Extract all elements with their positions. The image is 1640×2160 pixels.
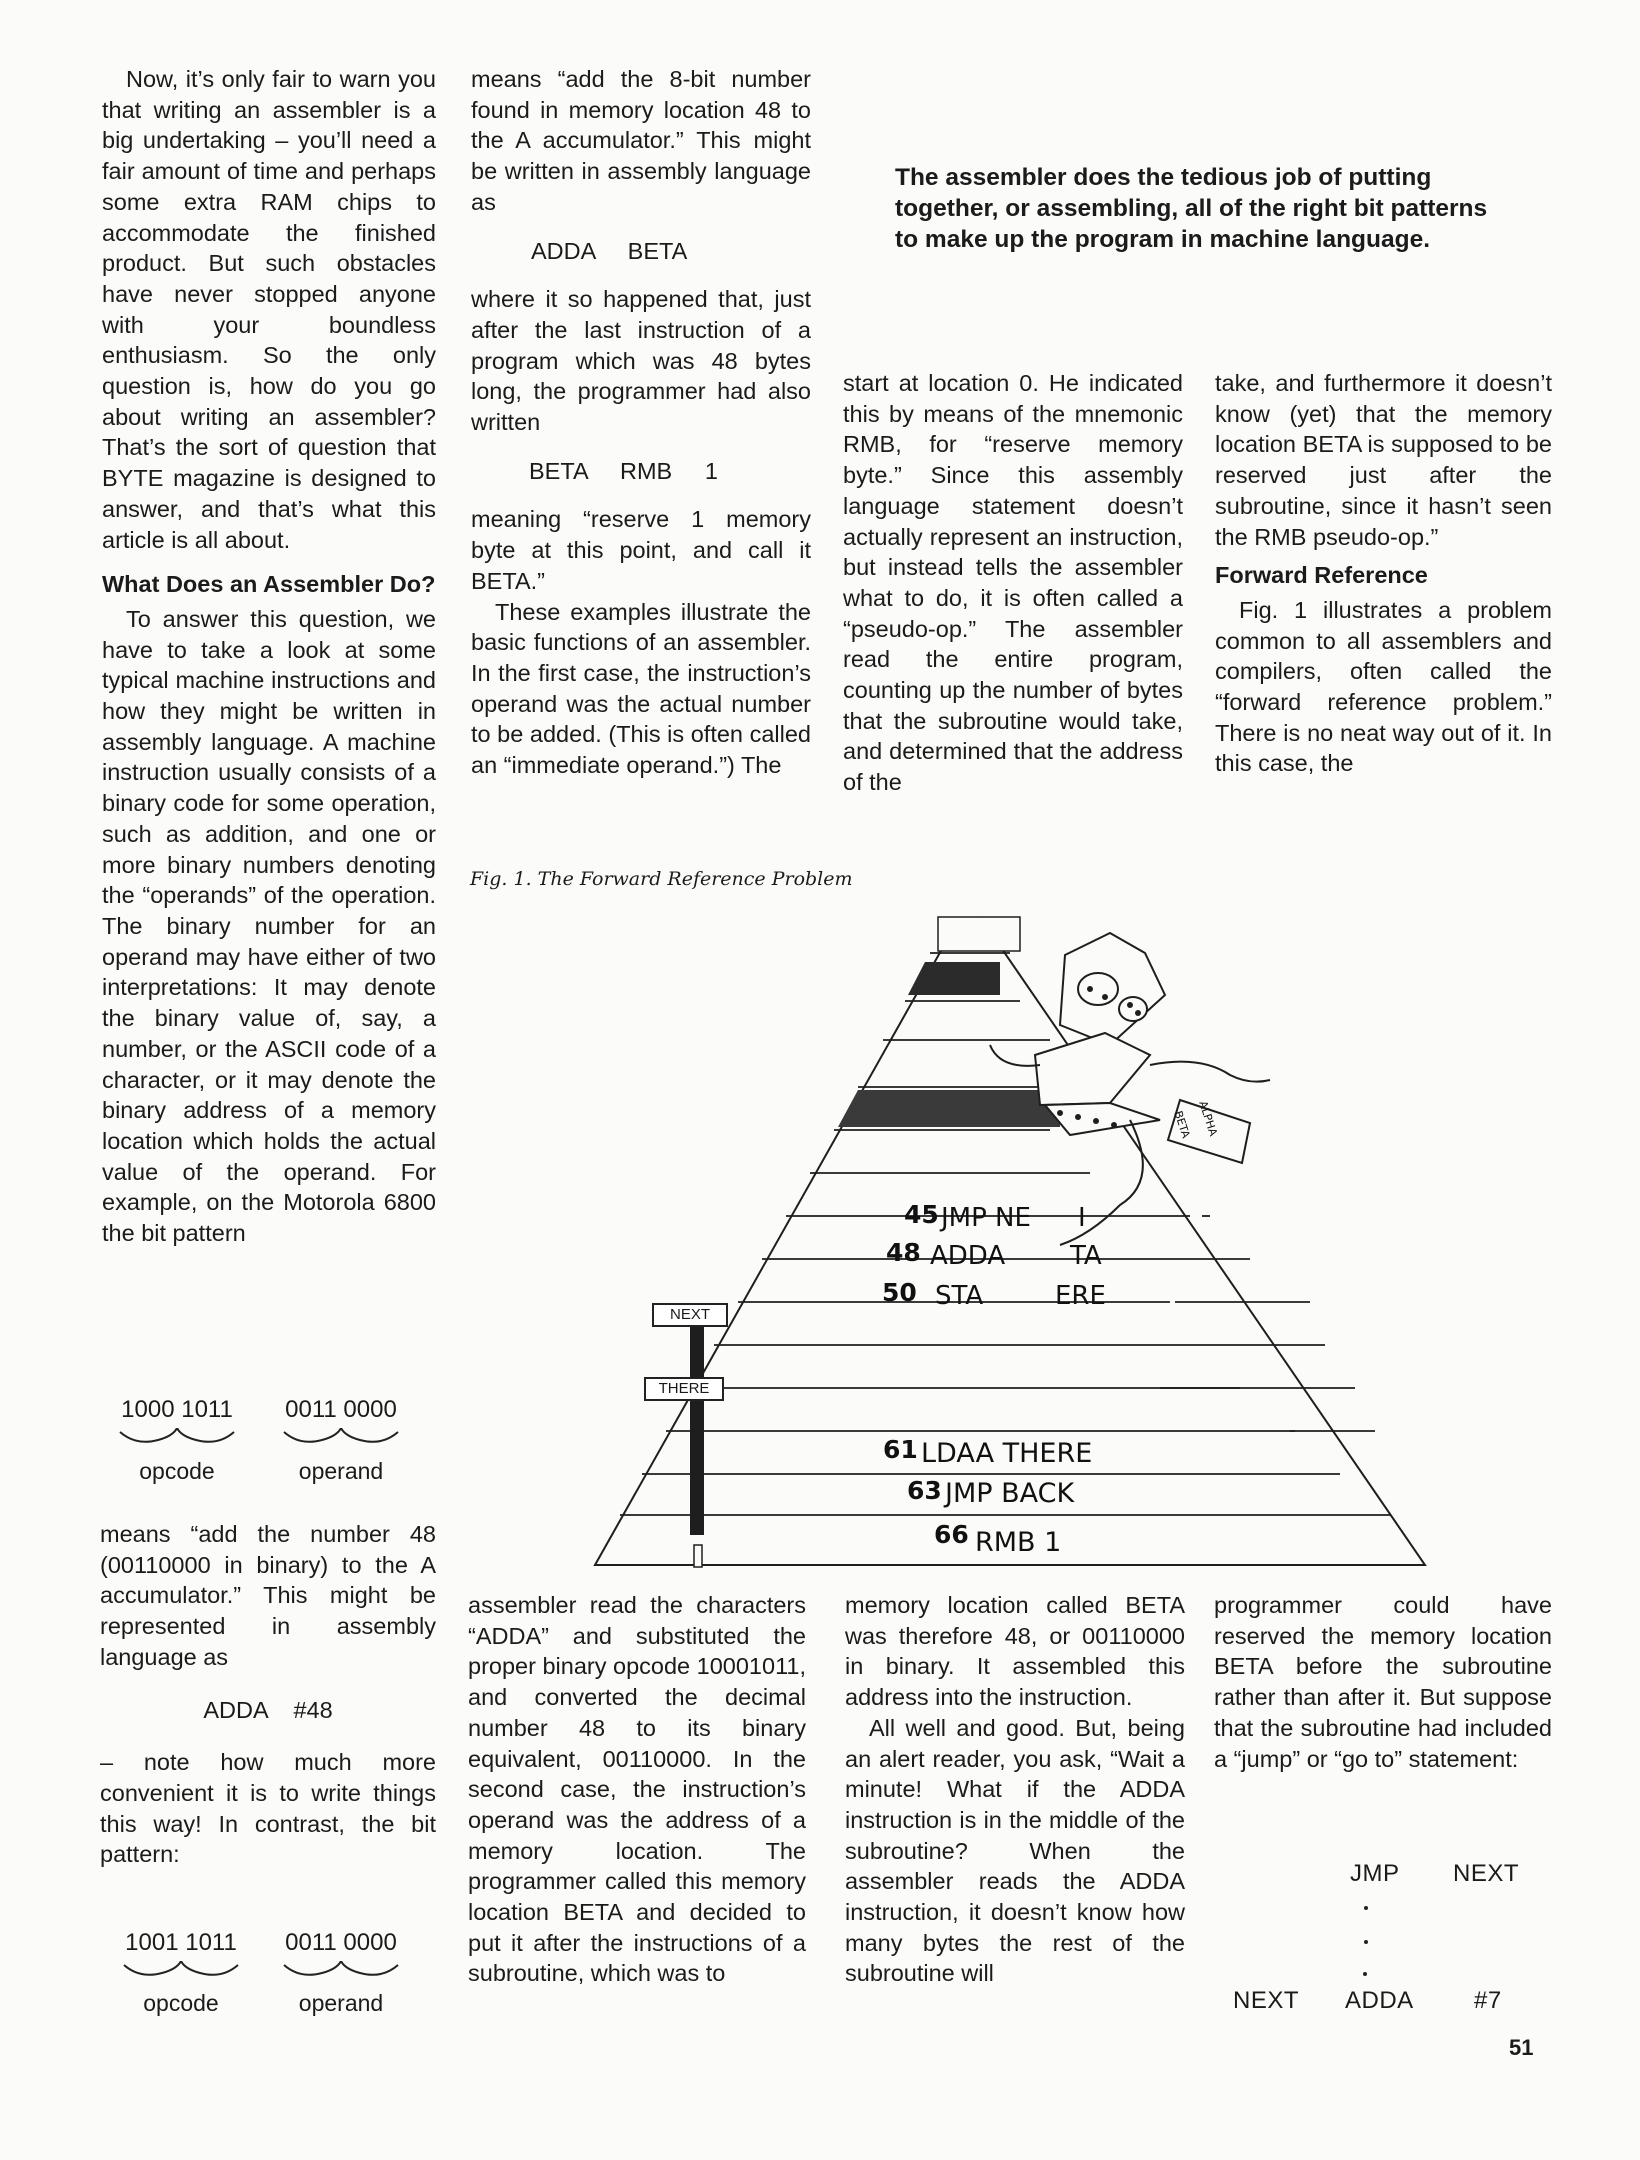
column-1-top xyxy=(102,64,436,1249)
tape-label-beta: BETA xyxy=(1171,1109,1193,1140)
code-beta-rmb: BETA RMB 1 xyxy=(529,457,718,484)
jump-paragraph: programmer could have reserved the memory location BETA before the subroutine rather than after it. But suppose that the subroutine had included a “jump” or “go to” statement: xyxy=(1214,1592,1552,1772)
bit-pattern-2-operand-label: operand xyxy=(298,1990,384,2016)
row-48-number: 48 xyxy=(886,1238,921,1267)
column-2-top xyxy=(471,64,811,781)
rmb-paragraph: start at location 0. He indicated this by means of the mnemonic RMB, for “reserve memory byte.” Since this assembly language statement doesn’t actually represent an instruction, but instead tells the assembler what to do, it is often called a “pseudo-op.” The assembler read the entire program, counting up the number of bytes that the subroutine would take, and determined that the address of the xyxy=(843,370,1183,796)
page-number: 51 xyxy=(1509,2035,1534,2060)
code-jmp: JMP xyxy=(1350,1860,1400,1887)
reserve-paragraph: meaning “reserve 1 memory byte at this point, and call it BETA.” xyxy=(471,506,811,594)
there-sign: THERE xyxy=(644,1377,724,1401)
examples-paragraph: These examples illustrate the basic functions of an assembler. In the first case, the instruction’s operand was the actual number to be added. (This is often called an “immediate operand.”) The xyxy=(471,598,811,779)
figure-caption: Fig. 1. The Forward Reference Problem xyxy=(470,868,853,890)
row-61-number: 61 xyxy=(883,1435,918,1464)
bit-pattern-1-opcode-label: opcode xyxy=(139,1458,215,1484)
row-66-instruction: RMB 1 xyxy=(975,1527,1062,1558)
ellipsis-dot-3 xyxy=(1363,1972,1367,1976)
section-heading-forward: Forward Reference xyxy=(1215,562,1428,589)
column-4-bottom xyxy=(1214,1590,1552,1774)
ellipsis-dot-2 xyxy=(1364,1940,1368,1944)
bit-pattern-2-opcode: 1001 1011 xyxy=(125,1929,237,1956)
beta-address-paragraph: memory location called BETA was therefore 48, or 00110000 in binary. It assembled this address into the instruction. xyxy=(845,1592,1185,1711)
row-48-fragment: TA xyxy=(1070,1241,1102,1271)
bit-pattern-2-operand: 0011 0000 xyxy=(285,1929,397,1956)
beta-paragraph: where it so happened that, just after the last instruction of a program which was 48 bytes long, the programmer had also written xyxy=(471,286,811,436)
brace-2-opcode xyxy=(122,1961,240,1983)
row-50-number: 50 xyxy=(882,1278,917,1307)
row-61-instruction: LDAA THERE xyxy=(921,1438,1093,1469)
brace-2-operand xyxy=(282,1961,400,1983)
code-jmp-arg: NEXT xyxy=(1453,1860,1520,1887)
immediate-paragraph: means “add the number 48 (00110000 in binary) to the A accumulator.” This might be represented in assembly language as xyxy=(100,1521,436,1670)
forward-reference-figure xyxy=(590,905,1435,1570)
code-adda: ADDA xyxy=(1345,1987,1414,2014)
bit-pattern-1-operand-label: operand xyxy=(298,1458,384,1484)
contrast-paragraph: – note how much more convenient it is to write things this way! In contrast, the bit pattern: xyxy=(100,1749,436,1868)
bit-pattern-1-operand: 0011 0000 xyxy=(285,1396,397,1423)
memory-paragraph: means “add the 8-bit number found in memory location 48 to the A accumulator.” This might be written in assembly language as xyxy=(471,66,811,215)
row-66-number: 66 xyxy=(934,1520,969,1549)
row-45-instruction: JMP NE xyxy=(941,1203,1031,1233)
row-45-fragment: I xyxy=(1078,1203,1086,1233)
forward-paragraph: take, and furthermore it doesn’t know (yet) that the memory location BETA is supposed to be reserved just after the subroutine, since it hasn’t seen the RMB pseudo-op.” xyxy=(1215,370,1552,550)
next-sign: NEXT xyxy=(652,1303,728,1327)
column-4-top xyxy=(1215,368,1552,779)
column-2-bottom xyxy=(468,1590,806,1989)
code-adda-beta: ADDA BETA xyxy=(531,237,688,264)
bit-pattern-1-opcode: 1000 1011 xyxy=(121,1396,233,1423)
fig-paragraph: Fig. 1 illustrates a problem common to all assemblers and compilers, often called the “forward reference problem.” There is no neat way out of it. In this case, the xyxy=(1215,596,1552,777)
ellipsis-dot-1 xyxy=(1364,1906,1368,1910)
bit-pattern-2-opcode-label: opcode xyxy=(143,1990,219,2016)
column-3-top xyxy=(843,368,1183,798)
code-adda-arg: #7 xyxy=(1474,1987,1502,2014)
row-50-instruction: STA xyxy=(935,1281,984,1311)
row-50-fragment: ERE xyxy=(1055,1281,1106,1311)
section-heading-assembler: What Does an Assembler Do? xyxy=(102,571,436,598)
brace-1-operand xyxy=(282,1428,400,1450)
column-3-bottom xyxy=(845,1590,1185,1989)
code-next-label: NEXT xyxy=(1233,1987,1300,2014)
pull-quote: The assembler does the tedious job of putting together, or assembling, all of the right bit patterns to make up the program in machine language. xyxy=(895,164,1488,253)
intro-paragraph: Now, it’s only fair to warn you that writing an assembler is a big undertaking – you’ll need a fair amount of time and perhaps some extra RAM chips to accommodate the finished product. But such obstacles have never stopped anyone with your boundless enthusiasm. So the only question is, how do you go about writing an assembler? That’s the sort of question that BYTE magazine is designed to answer, and that’s what this article is all about. xyxy=(102,66,436,553)
row-48-instruction: ADDA xyxy=(930,1241,1006,1271)
row-45-number: 45 xyxy=(904,1200,939,1229)
alert-reader-paragraph: All well and good. But, being an alert reader, you ask, “Wait a minute! What if the ADDA instruction is in the middle of the subroutine? When the assembler reads the ADDA instruction, it doesn’t know how many bytes the rest of the subroutine will xyxy=(845,1714,1185,1987)
row-63-number: 63 xyxy=(907,1476,942,1505)
tape-label-alpha: ALPHA xyxy=(1196,1099,1220,1138)
brace-1-opcode xyxy=(118,1428,236,1450)
substitution-paragraph: assembler read the characters “ADDA” and substituted the proper binary opcode 10001011, and converted the decimal number 48 to its binary equivalent, 00110000. In the second case, the instruction’s operand was the address of a memory location. The programmer called this memory location BETA and decided to put it after the instructions of a subroutine, which was to xyxy=(468,1592,806,1987)
row-63-instruction: JMP BACK xyxy=(945,1478,1075,1509)
assembler-paragraph: To answer this question, we have to take a look at some typical machine instructions and how they might be written in assembly language. A machine instruction usually consists of a binary code for some operation, such as addition, and one or more binary numbers denoting the “operands” of the operation. The binary number for an operand may have either of two interpretations: It may denote the binary value of, say, a number, or the ASCII code of a character, or it may denote the binary address of a memory location which holds the actual value of the operand. For example, on the Motorola 6800 the bit pattern xyxy=(102,605,436,1247)
column-1-middle xyxy=(100,1519,436,1870)
code-adda-immediate: ADDA #48 xyxy=(203,1696,333,1723)
